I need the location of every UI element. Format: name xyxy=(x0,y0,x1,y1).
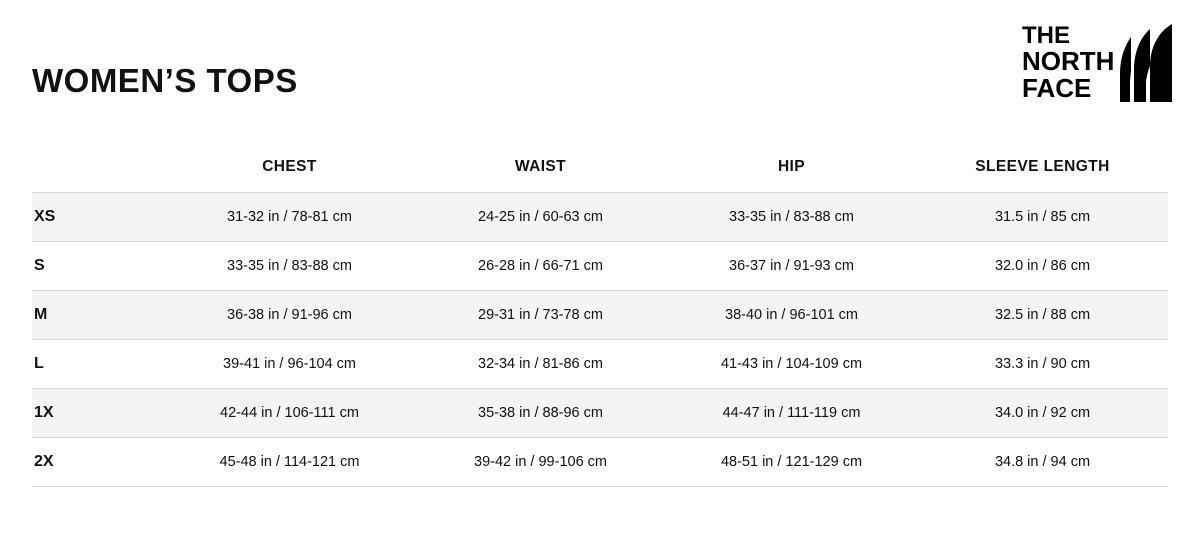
cell-chest: 42-44 in / 106-111 cm xyxy=(164,389,415,438)
table-row xyxy=(32,389,1168,438)
cell-sleeve-length: 32.0 in / 86 cm xyxy=(917,242,1168,291)
cell-waist: 26-28 in / 66-71 cm xyxy=(415,242,666,291)
cell-sleeve-length: 34.8 in / 94 cm xyxy=(917,438,1168,487)
logo-line-1: THE xyxy=(1022,22,1070,49)
cell-hip: 48-51 in / 121-129 cm xyxy=(666,438,917,487)
table-body xyxy=(32,193,1168,487)
table-row xyxy=(32,193,1168,242)
table-row xyxy=(32,242,1168,291)
cell-hip: 38-40 in / 96-101 cm xyxy=(666,291,917,340)
cell-waist: 39-42 in / 99-106 cm xyxy=(415,438,666,487)
cell-sleeve-length: 31.5 in / 85 cm xyxy=(917,193,1168,242)
column-header-sleeve-length: SLEEVE LENGTH xyxy=(917,158,1168,193)
the-north-face-logo xyxy=(1022,22,1172,104)
cell-hip: 36-37 in / 91-93 cm xyxy=(666,242,917,291)
row-size-label: 1X xyxy=(32,389,164,438)
cell-chest: 39-41 in / 96-104 cm xyxy=(164,340,415,389)
row-size-label: XS xyxy=(32,193,164,242)
cell-chest: 33-35 in / 83-88 cm xyxy=(164,242,415,291)
row-size-label: M xyxy=(32,291,164,340)
cell-chest: 36-38 in / 91-96 cm xyxy=(164,291,415,340)
page-header xyxy=(0,0,1200,148)
table-row xyxy=(32,438,1168,487)
column-header-size xyxy=(32,158,164,193)
column-header-chest: CHEST xyxy=(164,158,415,193)
cell-sleeve-length: 32.5 in / 88 cm xyxy=(917,291,1168,340)
table-row xyxy=(32,291,1168,340)
column-header-waist: WAIST xyxy=(415,158,666,193)
cell-hip: 44-47 in / 111-119 cm xyxy=(666,389,917,438)
row-size-label: L xyxy=(32,340,164,389)
logo-line-3: FACE xyxy=(1022,73,1092,103)
table-header-row xyxy=(32,158,1168,193)
cell-hip: 33-35 in / 83-88 cm xyxy=(666,193,917,242)
cell-chest: 45-48 in / 114-121 cm xyxy=(164,438,415,487)
cell-waist: 24-25 in / 60-63 cm xyxy=(415,193,666,242)
cell-waist: 35-38 in / 88-96 cm xyxy=(415,389,666,438)
cell-waist: 29-31 in / 73-78 cm xyxy=(415,291,666,340)
size-chart-table xyxy=(32,158,1168,487)
cell-sleeve-length: 34.0 in / 92 cm xyxy=(917,389,1168,438)
row-size-label: S xyxy=(32,242,164,291)
cell-chest: 31-32 in / 78-81 cm xyxy=(164,193,415,242)
cell-sleeve-length: 33.3 in / 90 cm xyxy=(917,340,1168,389)
cell-waist: 32-34 in / 81-86 cm xyxy=(415,340,666,389)
column-header-hip: HIP xyxy=(666,158,917,193)
page-title: WOMEN’S TOPS xyxy=(32,62,298,99)
row-size-label: 2X xyxy=(32,438,164,487)
logo-line-2: NORTH xyxy=(1022,46,1115,76)
table-header xyxy=(32,158,1168,193)
table-row xyxy=(32,340,1168,389)
cell-hip: 41-43 in / 104-109 cm xyxy=(666,340,917,389)
